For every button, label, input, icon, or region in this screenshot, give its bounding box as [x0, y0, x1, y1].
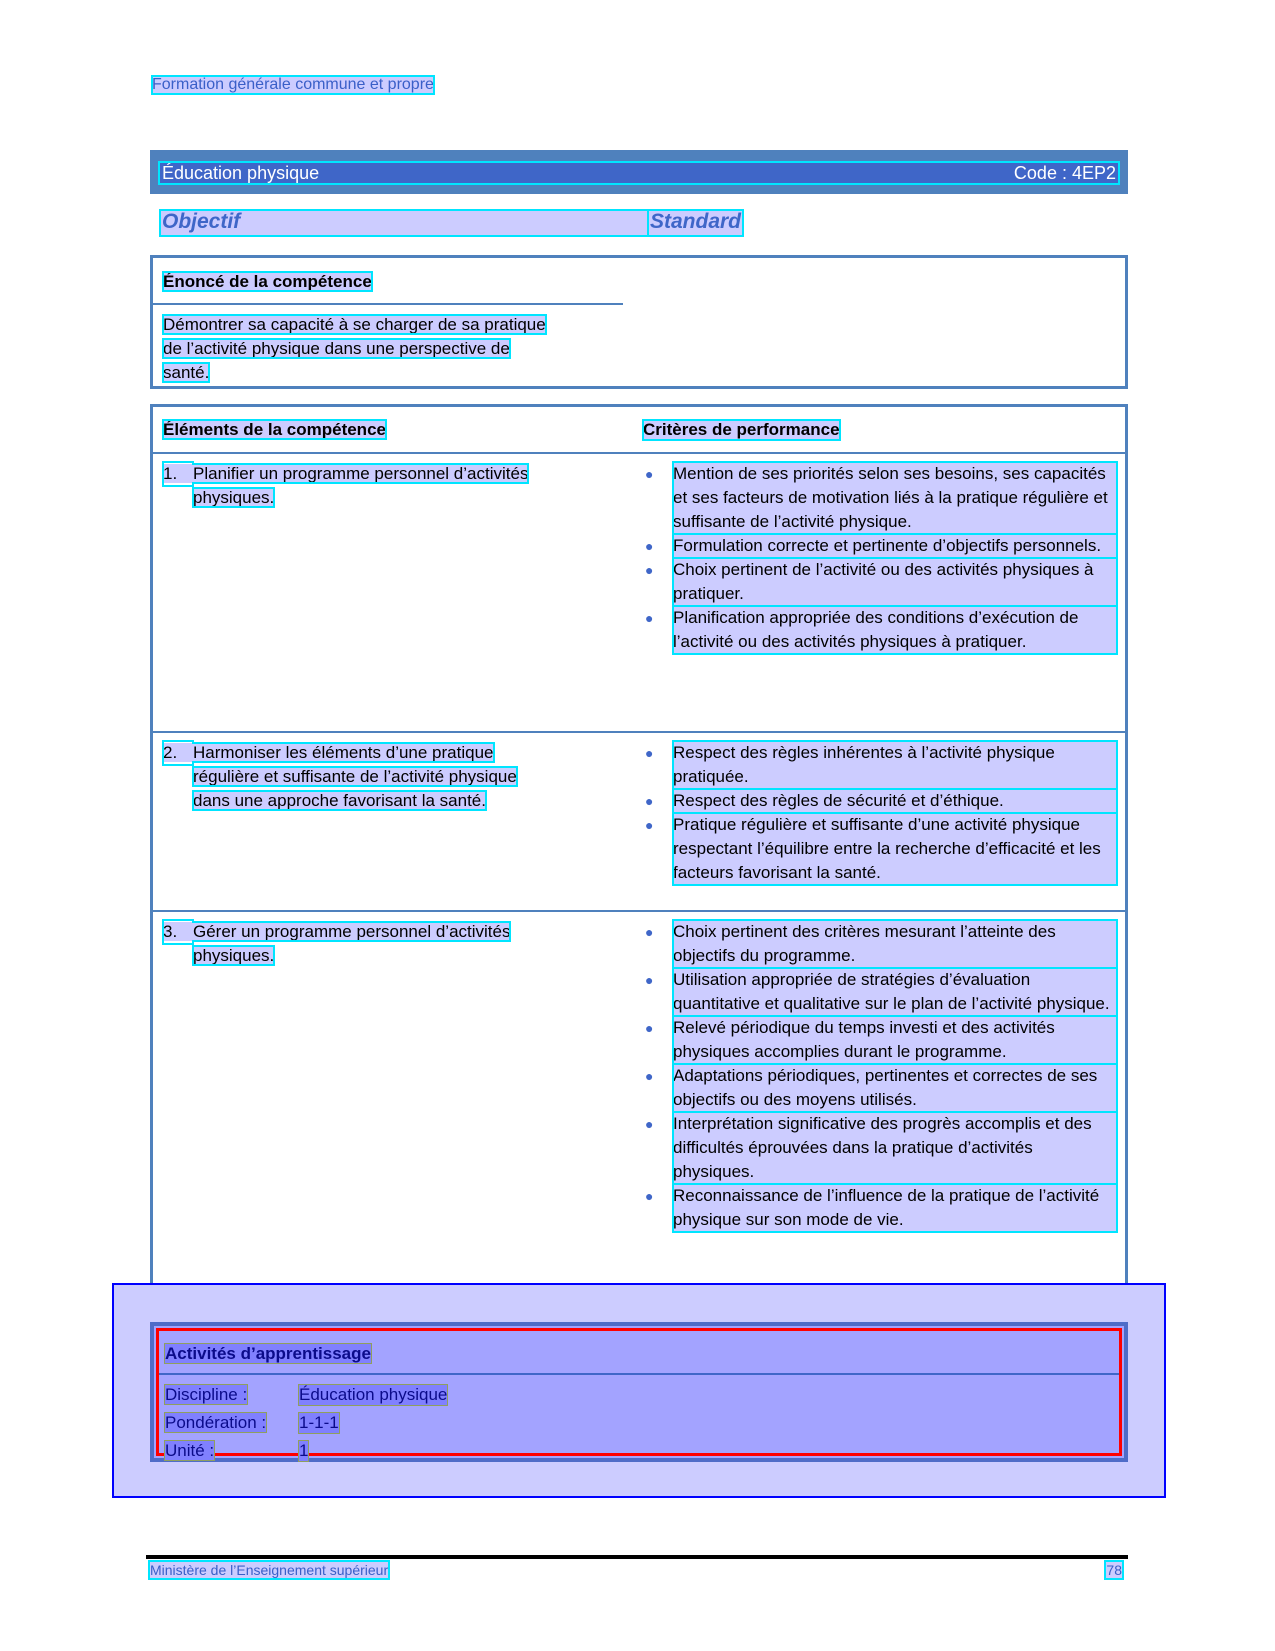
criterion-item [643, 1064, 1117, 1112]
enonce-line: Démontrer sa capacité à se charger de sa pratique [163, 315, 546, 334]
criterion-item [643, 606, 1117, 654]
element-number: 1. [163, 464, 178, 483]
standard-label: Standard [648, 210, 743, 236]
bullet-icon: ● [645, 924, 654, 940]
element-text: Harmoniser les éléments d’une pratique [193, 743, 494, 762]
element-line [163, 743, 494, 762]
table-row [153, 910, 1125, 1238]
bullet-icon: ● [645, 466, 654, 482]
discipline-label: Discipline : [165, 1385, 248, 1404]
element-line [163, 464, 528, 483]
running-head: Formation générale commune et propre [152, 76, 434, 93]
element-line [163, 922, 510, 941]
criterion-text: Relevé périodique du temps investi et des activités physiques accomplies durant le programme. [673, 1016, 1117, 1064]
bullet-icon: ● [645, 745, 654, 761]
element-text: Planifier un programme personnel d’activités [193, 464, 529, 483]
enonce-heading: Énoncé de la compétence [163, 272, 372, 291]
element-number: 2. [163, 743, 178, 762]
criterion-text: Planification appropriée des conditions d’exécution de l’activité ou des activités physiques à pratiquer. [673, 606, 1117, 654]
enonce-line: santé. [163, 363, 210, 382]
footer-publisher: Ministère de l’Enseignement supérieur [150, 1562, 389, 1578]
enonce-box [150, 255, 1128, 389]
ponderation-value: 1-1-1 [299, 1413, 339, 1432]
bullet-icon: ● [645, 793, 654, 809]
bullet-icon: ● [645, 1068, 654, 1084]
enonce-line: de l’activité physique dans une perspective de [163, 339, 510, 358]
col-elements-header: Éléments de la compétence [163, 419, 386, 439]
criterion-item [643, 813, 1117, 885]
criterion-item [643, 1016, 1117, 1064]
criterion-item [643, 1112, 1117, 1184]
bullet-icon: ● [645, 1116, 654, 1132]
criterion-text: Pratique régulière et suffisante d’une activité physique respectant l’équilibre entre la recherche d’efficacité et les facteurs favorisant la santé. [673, 813, 1117, 885]
bullet-icon: ● [645, 1188, 654, 1204]
element-text: Gérer un programme personnel d’activités [193, 922, 511, 941]
element-number: 3. [163, 922, 178, 941]
enonce-text [153, 303, 623, 385]
objectif-label: Objectif [160, 210, 650, 236]
ponderation-row [159, 1409, 1119, 1437]
unite-value: 1 [299, 1441, 309, 1460]
page-number: 78 [1106, 1562, 1122, 1578]
criterion-item [643, 462, 1117, 534]
footer-divider [146, 1555, 1128, 1559]
criterion-item [643, 534, 1117, 558]
activites-box [150, 1322, 1128, 1462]
criterion-item [643, 968, 1117, 1016]
criterion-text: Respect des règles de sécurité et d’éthique. [673, 789, 1117, 813]
element-text: physiques. [193, 946, 275, 965]
bullet-icon: ● [645, 538, 654, 554]
bullet-icon: ● [645, 562, 654, 578]
criterion-text: Interprétation significative des progrès accomplis et des difficultés éprouvées dans la pratique d’activités physiques. [673, 1112, 1117, 1184]
elements-table [150, 404, 1128, 1304]
table-row [153, 731, 1125, 910]
col-criteres-header: Critères de performance [643, 419, 840, 439]
criterion-item [643, 741, 1117, 789]
criterion-text: Respect des règles inhérentes à l’activité physique pratiquée. [673, 741, 1117, 789]
element-text: dans une approche favorisant la santé. [193, 791, 486, 810]
element-text: physiques. [193, 488, 275, 507]
bullet-icon: ● [645, 817, 654, 833]
unite-row [159, 1437, 1119, 1465]
course-code: Code : 4EP2 [1013, 162, 1116, 183]
criterion-text: Mention de ses priorités selon ses besoins, ses capacités et ses facteurs de motivation liés à la pratique régulière et suffisante de l’activité physique. [673, 462, 1117, 534]
criterion-text: Adaptations périodiques, pertinentes et correctes de ses objectifs ou des moyens utilisés. [673, 1064, 1117, 1112]
discipline-row [159, 1381, 1119, 1409]
bullet-icon: ● [645, 610, 654, 626]
course-title-bar [150, 150, 1128, 194]
criterion-item [643, 789, 1117, 813]
criterion-text: Choix pertinent de l’activité ou des activités physiques à pratiquer. [673, 558, 1117, 606]
page-footer [150, 1562, 1122, 1578]
activites-heading: Activités d’apprentissage [165, 1344, 371, 1363]
criterion-text: Reconnaissance de l’influence de la pratique de l’activité physique sur son mode de vie. [673, 1184, 1117, 1232]
criterion-item [643, 558, 1117, 606]
element-text: régulière et suffisante de l’activité physique [193, 767, 517, 786]
bullet-icon: ● [645, 1020, 654, 1036]
criterion-text: Choix pertinent des critères mesurant l’atteinte des objectifs du programme. [673, 920, 1117, 968]
discipline-value: Éducation physique [299, 1385, 448, 1404]
criterion-text: Formulation correcte et pertinente d’objectifs personnels. [673, 534, 1117, 558]
elements-table-header [153, 407, 1125, 452]
bullet-icon: ● [645, 972, 654, 988]
criterion-text: Utilisation appropriée de stratégies d’évaluation quantitative et qualitative sur le plan de l’activité physique. [673, 968, 1117, 1016]
table-row [153, 452, 1125, 731]
criterion-item [643, 920, 1117, 968]
criterion-item [643, 1184, 1117, 1232]
unite-label: Unité : [165, 1441, 215, 1460]
ponderation-label: Pondération : [165, 1413, 267, 1432]
course-name: Éducation physique [162, 162, 320, 183]
